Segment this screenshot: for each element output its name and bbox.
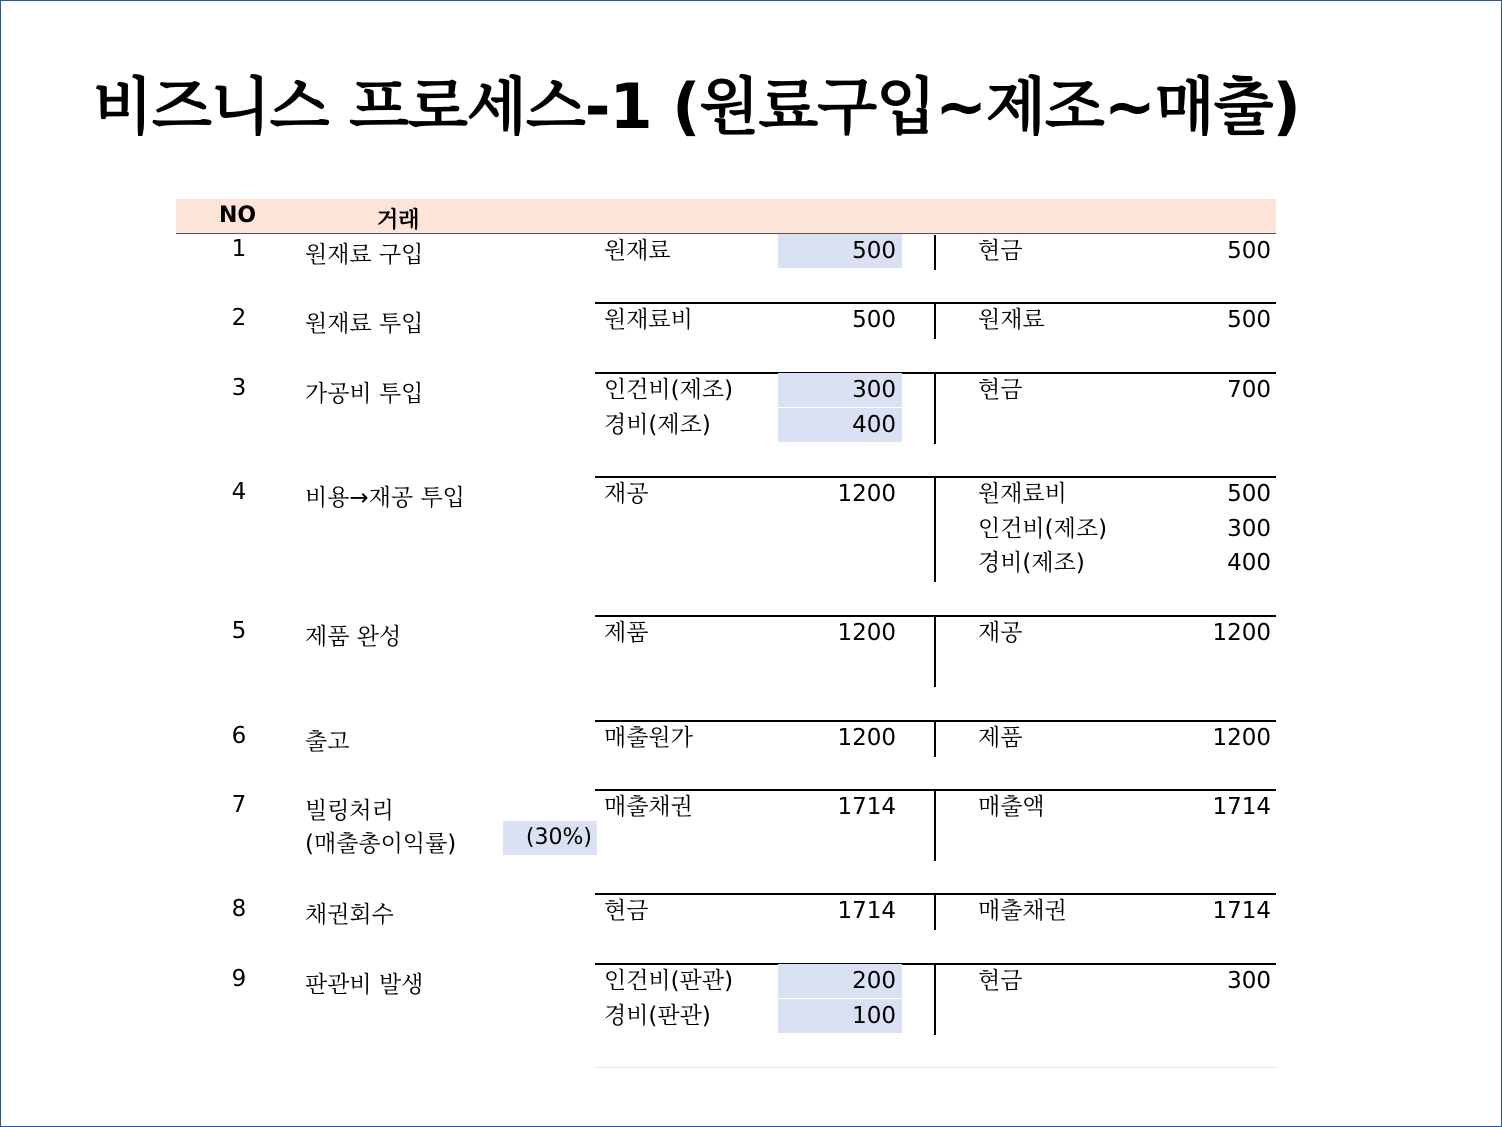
debit-account: 재공	[604, 481, 649, 507]
debit-amount: 100	[778, 999, 902, 1033]
credit-account: 현금	[978, 377, 1023, 403]
t-account-divider	[934, 895, 936, 930]
credit-amount: 400	[1227, 550, 1271, 576]
debit-amount: 1714	[837, 794, 896, 820]
credit-account: 경비(제조)	[978, 550, 1085, 576]
debit-amount: 1200	[837, 620, 896, 646]
t-account-divider	[934, 304, 936, 339]
credit-account: 제품	[978, 725, 1023, 751]
table-row	[1, 616, 1501, 690]
table-row	[1, 721, 1501, 760]
debit-amount: 200	[778, 964, 902, 998]
row-number: 5	[231, 618, 247, 644]
credit-account: 재공	[978, 620, 1023, 646]
debit-amount: 1714	[837, 898, 896, 924]
debit-amount: 1200	[837, 725, 896, 751]
header-no: NO	[219, 203, 257, 228]
row-number: 7	[231, 792, 247, 818]
credit-account: 현금	[978, 238, 1023, 264]
debit-account: 원재료비	[604, 307, 693, 333]
credit-account: 매출채권	[978, 898, 1067, 924]
row-number: 3	[231, 375, 247, 401]
row-number: 1	[231, 236, 247, 262]
table-row	[1, 477, 1501, 585]
t-account-divider	[934, 617, 936, 687]
t-account-divider	[934, 235, 936, 270]
debit-amount: 500	[778, 234, 902, 268]
debit-account: 경비(제조)	[604, 412, 711, 438]
transaction-label: 제품 완성	[305, 624, 402, 650]
debit-account: 제품	[604, 620, 649, 646]
credit-amount: 500	[1227, 307, 1271, 333]
debit-amount: 300	[778, 373, 902, 407]
credit-account: 매출액	[978, 794, 1045, 820]
debit-account: 매출채권	[604, 794, 693, 820]
t-account-divider	[934, 478, 936, 582]
credit-amount: 1200	[1212, 620, 1271, 646]
credit-amount: 300	[1227, 516, 1271, 542]
row-number: 4	[231, 479, 247, 505]
transaction-label: 가공비 투입	[305, 381, 424, 407]
credit-amount: 1200	[1212, 725, 1271, 751]
transaction-label: 원재료 구입	[305, 242, 424, 268]
credit-amount: 500	[1227, 238, 1271, 264]
credit-amount: 700	[1227, 377, 1271, 403]
debit-amount: 1200	[837, 481, 896, 507]
debit-account: 인건비(제조)	[604, 377, 734, 403]
table-bottom-rule	[595, 1067, 1276, 1068]
debit-account: 원재료	[604, 238, 671, 264]
transaction-label: 판관비 발생	[305, 972, 424, 998]
debit-amount: 400	[778, 408, 902, 442]
table-row	[1, 964, 1501, 1038]
row-number: 2	[231, 305, 247, 331]
debit-amount: 500	[852, 307, 896, 333]
gross-margin-rate: (30%)	[503, 821, 597, 855]
transaction-label: 비용→재공 투입	[305, 485, 465, 511]
credit-amount: 1714	[1212, 898, 1271, 924]
transaction-label: 원재료 투입	[305, 311, 424, 337]
credit-amount: 500	[1227, 481, 1271, 507]
table-row	[1, 234, 1501, 273]
transaction-label: 출고	[305, 729, 350, 755]
journal-entries	[1, 1, 1501, 1126]
credit-amount: 300	[1227, 968, 1271, 994]
credit-account: 현금	[978, 968, 1023, 994]
row-number: 8	[231, 896, 247, 922]
row-number: 6	[231, 723, 247, 749]
transaction-sublabel: (매출총이익률)	[305, 831, 457, 857]
debit-account: 경비(판관)	[604, 1003, 711, 1029]
table-row	[1, 373, 1501, 447]
t-account-divider	[934, 374, 936, 444]
debit-account: 인건비(판관)	[604, 968, 734, 994]
row-number: 9	[231, 966, 247, 992]
transaction-label: 빌링처리	[305, 798, 394, 824]
transaction-label: 채권회수	[305, 902, 394, 928]
debit-account: 현금	[604, 898, 649, 924]
table-row	[1, 894, 1501, 933]
credit-account: 인건비(제조)	[978, 516, 1108, 542]
credit-account: 원재료	[978, 307, 1045, 333]
page-title: 비즈니스 프로세스-1 (원료구입~제조~매출)	[93, 70, 1300, 143]
table-row	[1, 303, 1501, 342]
t-account-divider	[934, 722, 936, 757]
t-account-divider	[934, 965, 936, 1035]
t-account-divider	[934, 791, 936, 861]
credit-account: 원재료비	[978, 481, 1067, 507]
credit-amount: 1714	[1212, 794, 1271, 820]
debit-account: 매출원가	[604, 725, 693, 751]
header-transaction: 거래	[377, 208, 420, 233]
table-row	[1, 790, 1501, 864]
